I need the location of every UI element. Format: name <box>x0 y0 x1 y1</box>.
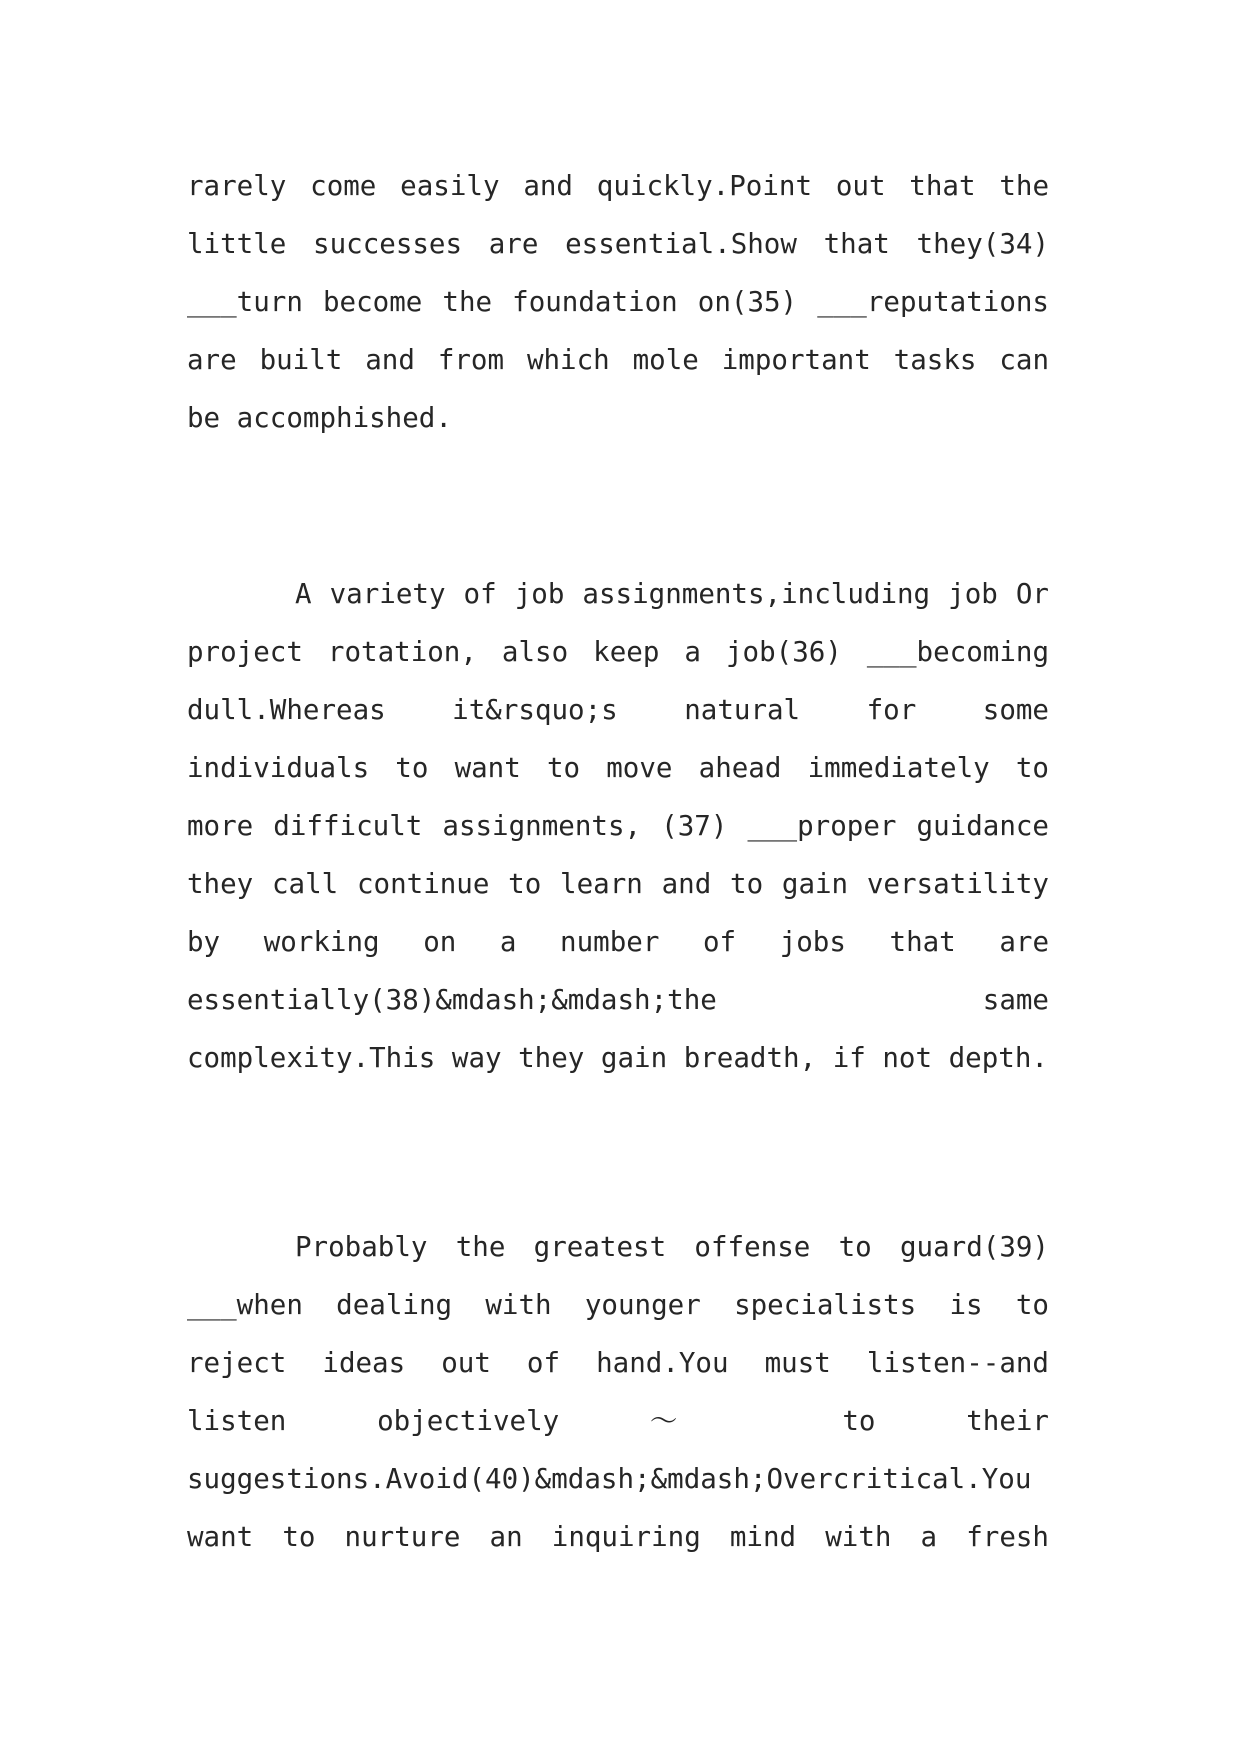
text-line: suggestions.Avoid(40)&mdash;&mdash;Overcritical.You <box>187 1463 1032 1495</box>
text-line: rarely come easily and quickly.Point out that the <box>187 170 1049 202</box>
text-line: Probably the greatest offense to guard(39) <box>295 1231 1049 1263</box>
text-line: by working on a number of jobs that are <box>187 926 1049 958</box>
text-line: A variety of job assignments,including job Or <box>295 578 1049 610</box>
text-line: want to nurture an inquiring mind with a fresh <box>187 1521 1049 1553</box>
text-line: more difficult assignments, (37) ___proper guidance <box>187 810 1049 842</box>
text-line: ___when dealing with younger specialists is to <box>187 1289 1049 1321</box>
text-line: are built and from which mole important tasks can <box>187 344 1049 376</box>
text-line: dull.Whereas it&rsquo;s natural for some <box>187 694 1049 726</box>
text-line: individuals to want to move ahead immediately to <box>187 752 1049 784</box>
text-line: complexity.This way they gain breadth, if not depth. <box>187 1042 1048 1074</box>
text-line: project rotation, also keep a job(36) ___becoming <box>187 636 1049 668</box>
text-line: be accomphished. <box>187 402 452 434</box>
text-line: reject ideas out of hand.You must listen--and <box>187 1347 1049 1379</box>
paragraph-1 <box>187 157 1049 447</box>
paragraph-3 <box>187 1218 1049 1566</box>
text-line: they call continue to learn and to gain versatility <box>187 868 1049 900</box>
text-line: little successes are essential.Show that they(34) <box>187 228 1049 260</box>
text-line: ___turn become the foundation on(35) ___reputations <box>187 286 1049 318</box>
paragraph-2 <box>187 565 1049 1087</box>
text-line: listen objectively ～ to their <box>187 1405 1049 1437</box>
text-line: essentially(38)&mdash;&mdash;the same <box>187 984 1049 1016</box>
